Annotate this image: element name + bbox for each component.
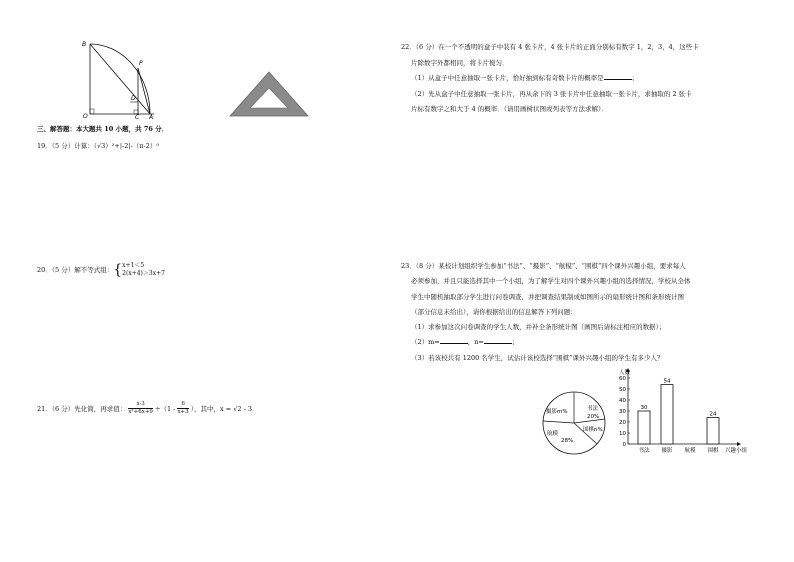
set-square-picture <box>228 70 310 118</box>
label-O: O <box>83 113 88 120</box>
q22-part1-row <box>401 71 699 87</box>
label-D: D <box>131 95 136 102</box>
q23-line4: （部分信息未给出），请你根据给出的信息解答下列问题： <box>411 307 577 316</box>
q19-prefix: 19．（5 分）计算：（ <box>37 142 97 150</box>
pie-label-weiqi: 围棋n% <box>583 427 603 433</box>
quarter-circle-figure <box>78 38 163 120</box>
q20-prefix: 20．（5 分）解不等式组： <box>37 266 114 274</box>
pie-label-sheying: 摄影m% <box>546 409 568 415</box>
y-tick-label: 30 <box>619 409 626 415</box>
y-tick-label: 50 <box>619 387 626 393</box>
x-axis-title: 兴趣小组 <box>725 448 748 454</box>
section-header: 三、解答题：本大题共 10 小题，共 76 分． <box>37 125 169 133</box>
answer-blank-m[interactable] <box>440 337 468 344</box>
q23-part2-a: （2）m= <box>411 338 440 347</box>
label-P: P <box>139 60 143 67</box>
bar-value-label: 54 <box>663 378 671 385</box>
answer-blank-n[interactable] <box>484 337 512 344</box>
q21-frac1-den: x²+6x+9 <box>128 409 153 415</box>
q23-line1: 23．（8 分）某校计划组织学生参加“书法”、“摄影”、“航模”、“围棋”四个课外兴趣小组，要求每人 <box>401 262 686 270</box>
x-tick-label: 摄影 <box>661 448 673 454</box>
q19-sqrt3: √3 <box>96 142 106 150</box>
pie-label-hangmo-pct: 28% <box>561 438 574 444</box>
q21-frac2-num: 6 <box>177 401 188 409</box>
pie-label-shufa-pct: 20% <box>587 414 600 420</box>
q21-frac2-den: x+3 <box>177 409 189 415</box>
y-tick-label: 40 <box>619 398 626 404</box>
q21-prefix: 21．（6 分）先化简，再求值： <box>37 405 127 413</box>
bar-摄影 <box>661 385 673 444</box>
q23-line3: 学生中随机抽取部分学生进行问卷调查，并把调查结果制成如图所示的扇形统计图和条形统计图 <box>411 292 684 301</box>
label-C: C <box>135 114 140 120</box>
q22-part2a: （2）先从盒子中任意抽取一张卡片，再从余下的 3 张卡片中任意抽取一张卡片，求抽取的 2 张卡 <box>411 89 692 98</box>
q22-line1: 22．（6 分）在一个不透明的盒子中装有 4 张卡片，4 张卡片的正面分别标有数字 1，2，3，4，这些卡 <box>401 43 699 51</box>
q23-part2-c: ； <box>511 338 519 347</box>
pie-label-hangmo: 航模 <box>547 431 559 437</box>
bar-chart <box>612 366 752 461</box>
q23-part3: （3）若该校共有 1200 名学生，试估计该校选择“围棋”课外兴趣小组的学生有多少人？ <box>411 353 664 362</box>
bar-围棋 <box>707 418 719 444</box>
q23-line2: 必须参加，并且只能选择其中一个小组，为了解学生对四个课外兴趣小组的选择情况，学校从全体 <box>411 277 691 286</box>
pie-chart <box>537 388 612 458</box>
q22-part1: （1）从盒子中任意抽取一张卡片，恰好抽到标有奇数卡片的概率是 <box>411 74 604 82</box>
q23-part2-b: ，n= <box>467 338 484 347</box>
y-tick-label: 20 <box>619 420 626 426</box>
q22-line2: 片除数字外都相同，将卡片搅匀． <box>411 58 509 67</box>
y-tick-label: 0 <box>622 442 626 448</box>
y-tick-label: 10 <box>619 431 626 437</box>
q19-rest: ）²+|-2|-（π-2）⁰ <box>105 142 159 150</box>
q22-part1-end: ； <box>631 74 639 82</box>
q20-line1: x+1＜5 <box>122 262 145 269</box>
pie-label-shufa: 书法 <box>587 406 599 412</box>
question-20 <box>37 262 165 277</box>
q21-frac1 <box>128 401 153 416</box>
bar-value-label: 30 <box>640 405 648 411</box>
q21-div: ÷（1 - <box>155 405 176 413</box>
label-B: B <box>82 41 87 48</box>
q23-part2-row <box>401 335 691 350</box>
q23-part1: （1）求参加这次问卷调查的学生人数，并补全条形统计图（画图后请标注相应的数据）； <box>411 323 666 332</box>
brace-glyph: { <box>113 261 123 278</box>
y-axis-title: 人数 <box>619 370 631 376</box>
q21-suffix: ），其中，x = √2 - 3． <box>190 405 259 413</box>
answer-blank-p[interactable] <box>604 73 632 80</box>
bar-书法 <box>638 411 650 444</box>
x-tick-label: 围棋 <box>707 448 719 454</box>
label-A: A <box>149 114 154 120</box>
question-19 <box>37 141 159 150</box>
question-21 <box>37 401 259 416</box>
question-22 <box>401 40 699 118</box>
x-axis-arrow <box>737 442 741 446</box>
x-tick-label: 航模 <box>684 448 696 454</box>
bar-value-label: 24 <box>709 411 717 418</box>
q21-frac2 <box>177 401 188 416</box>
q20-line2: 2(x+4)＞3x+7 <box>122 269 165 277</box>
question-23 <box>401 259 691 366</box>
x-tick-label: 书法 <box>638 448 650 454</box>
q21-frac1-num: x-3 <box>128 401 153 409</box>
y-tick-label: 60 <box>619 376 626 382</box>
q22-part2b: 片标有数字之和大于 4 的概率．（请用画树状图或列表等方法求解）． <box>411 105 608 113</box>
